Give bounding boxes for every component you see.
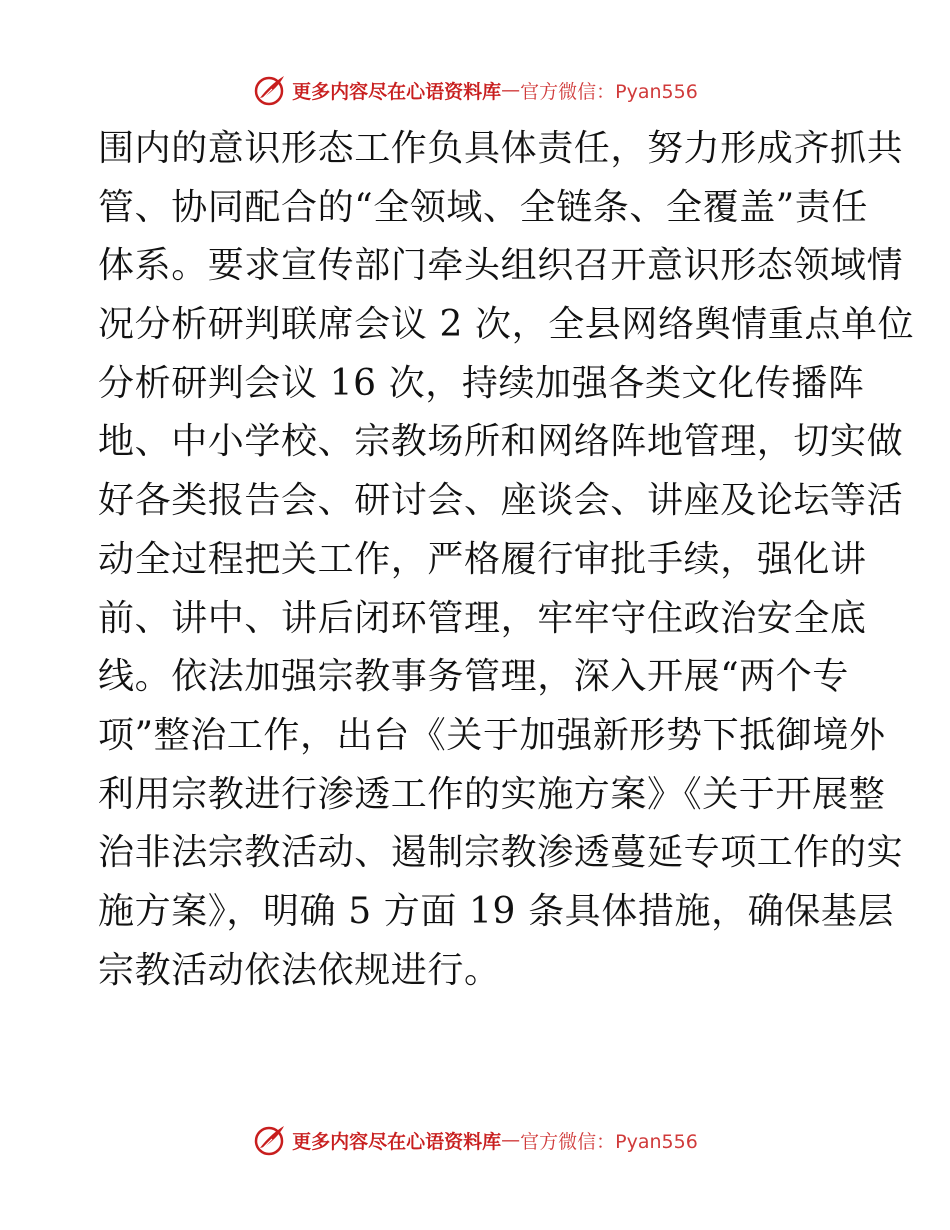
quill-circle-icon — [252, 1122, 288, 1158]
body-line: 宗教活动依法依规进行。 — [98, 949, 501, 991]
dash: — — [501, 1129, 521, 1151]
body-line: 利用宗教进行渗透工作的实施方案》《关于开展整 — [98, 773, 886, 815]
body-line: 体系。要求宣传部门牵头组织召开意识形态领域情 — [98, 245, 904, 287]
body-line: 况分析研判联席会议 2 次，全县网络舆情重点单位 — [98, 304, 915, 346]
document-body — [98, 120, 915, 1000]
body-line: 分析研判会议 16 次，持续加强各类文化传播阵 — [98, 362, 865, 404]
body-line: 好各类报告会、研讨会、座谈会、讲座及论坛等活 — [98, 480, 904, 522]
body-line: 前、讲中、讲后闭环管理，牢牢守住政治安全底 — [98, 597, 867, 639]
body-line: 治非法宗教活动、遏制宗教渗透蔓延专项工作的实 — [98, 832, 904, 874]
body-line: 施方案》，明确 5 方面 19 条具体措施，确保基层 — [98, 890, 895, 932]
body-line: 管、协同配合的“全领域、全链条、全覆盖”责任 — [98, 186, 869, 228]
header-watermark — [0, 70, 950, 110]
dash: — — [501, 79, 521, 101]
contact-info: 官方微信：Pyan556 — [520, 1130, 698, 1153]
body-line: 项”整治工作，出台《关于加强新形势下抵御境外 — [98, 714, 886, 756]
body-line: 地、中小学校、宗教场所和网络阵地管理，切实做 — [98, 421, 904, 463]
site-name: 更多内容尽在心语资料库 — [292, 80, 502, 103]
footer-watermark — [0, 1120, 950, 1160]
body-line: 动全过程把关工作，严格履行审批手续，强化讲 — [98, 538, 867, 580]
body-line: 线。依法加强宗教事务管理，深入开展“两个专 — [98, 656, 850, 698]
quill-circle-icon — [252, 72, 288, 108]
site-name: 更多内容尽在心语资料库 — [292, 1130, 502, 1153]
contact-info: 官方微信：Pyan556 — [520, 80, 698, 103]
body-line: 围内的意识形态工作负具体责任，努力形成齐抓共 — [98, 128, 904, 169]
